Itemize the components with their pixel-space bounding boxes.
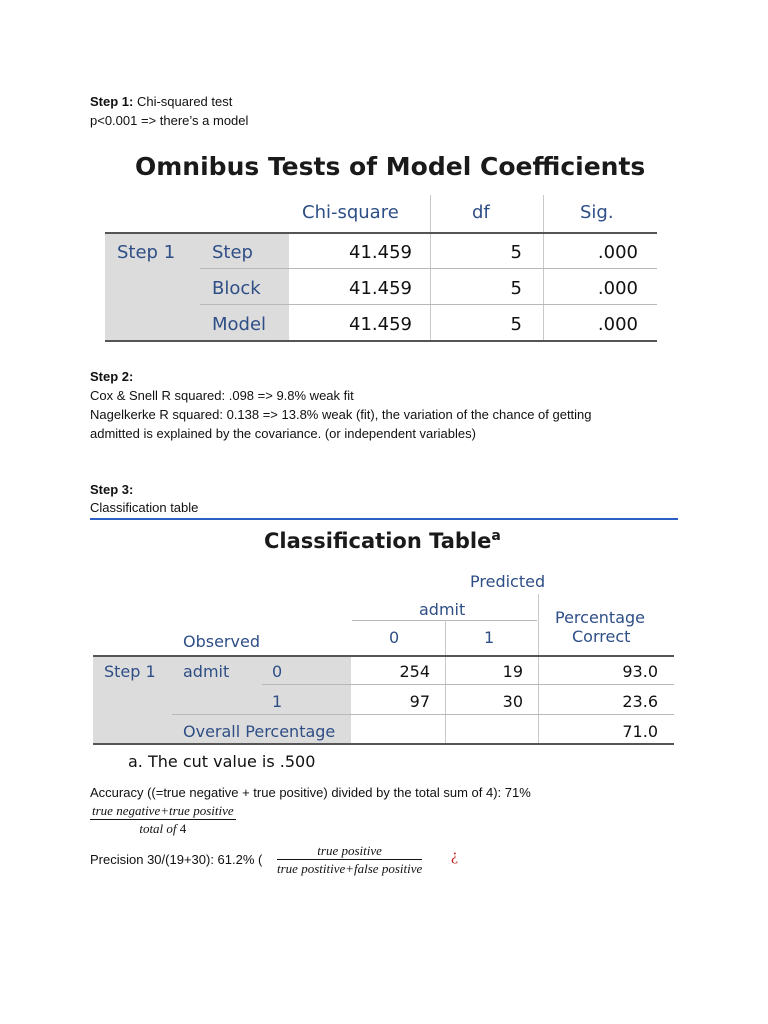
classification-row-label: 0 — [272, 661, 283, 681]
omnibus-df-value: 5 — [510, 277, 522, 299]
classification-row-label: 1 — [272, 691, 283, 711]
classification-row-rule — [262, 684, 674, 685]
classification-title — [264, 528, 501, 553]
section-rule — [90, 518, 678, 520]
classification-title-sup: a — [491, 528, 501, 544]
omnibus-header-chi: Chi-square — [302, 201, 399, 223]
omnibus-sig-value: .000 — [597, 277, 638, 299]
overall-percentage-value: 71.0 — [622, 721, 658, 741]
classification-pct-value: 93.0 — [622, 661, 658, 681]
step1-heading: Step 1: — [90, 94, 134, 109]
classification-group-label: Step 1 — [104, 661, 156, 681]
col0-header: 0 — [389, 627, 400, 647]
classification-c1-value: 30 — [502, 691, 523, 711]
classification-footnote: a. The cut value is .500 — [128, 751, 316, 771]
classification-header-rule — [93, 655, 674, 657]
omnibus-header-rule — [105, 232, 657, 234]
precision-formula — [277, 842, 422, 877]
step2-line1: Cox & Snell R squared: .098 => 9.8% weak fit — [90, 388, 354, 403]
step3-title: Classification table — [90, 500, 199, 515]
omnibus-row-rule — [200, 304, 657, 305]
classification-row-var: admit — [183, 661, 230, 681]
step3-heading — [90, 480, 133, 499]
pct-correct-header-line1: Percentage — [555, 607, 646, 627]
step1-line — [90, 92, 232, 111]
omnibus-header-df: df — [472, 201, 490, 223]
omnibus-group-label: Step 1 — [117, 241, 176, 263]
pct-correct-header-line2: Correct — [572, 626, 631, 646]
classification-c0-value: 254 — [399, 661, 430, 681]
omnibus-bottom-rule — [105, 340, 657, 342]
classification-pct-value: 23.6 — [622, 691, 658, 711]
accuracy-text: Accuracy ((=true negative + true positive) divided by the total sum of 4): 71% — [90, 785, 531, 800]
omnibus-df-value: 5 — [510, 313, 522, 335]
omnibus-chi-value: 41.459 — [349, 277, 412, 299]
step2-line2: Nagelkerke R squared: 0.138 => 13.8% weak (fit), the variation of the chance of getting — [90, 407, 592, 422]
omnibus-title: Omnibus Tests of Model Coefficients — [135, 152, 646, 181]
step1-title: Chi-squared test — [136, 94, 233, 109]
omnibus-df-value: 5 — [510, 241, 522, 263]
accuracy-formula — [90, 802, 236, 837]
classification-col-divider — [538, 594, 539, 744]
accuracy-numerator: true negative+true positive — [92, 803, 234, 818]
step2-heading — [90, 367, 133, 386]
accuracy-denominator-text: total of — [139, 821, 177, 836]
classification-title-text: Classification Table — [264, 529, 492, 553]
col1-header: 1 — [484, 627, 495, 647]
omnibus-row-label: Step — [212, 241, 253, 263]
omnibus-chi-value: 41.459 — [349, 241, 412, 263]
precision-denominator: true postitive+false positive — [277, 861, 423, 876]
classification-bottom-rule — [93, 743, 674, 745]
omnibus-sig-value: .000 — [597, 241, 638, 263]
step2-line3: admitted is explained by the covariance. (or independent variables) — [90, 426, 476, 441]
accuracy-denominator-value: 4 — [179, 821, 187, 836]
observed-header: Observed — [183, 631, 260, 651]
step2-heading-text: Step 2: — [90, 369, 134, 384]
omnibus-sig-value: .000 — [597, 313, 638, 335]
omnibus-chi-value: 41.459 — [349, 313, 412, 335]
precision-text: Precision 30/(19+30): 61.2% ( — [90, 852, 263, 867]
predicted-header: Predicted — [470, 571, 546, 591]
accuracy-denominator — [90, 820, 236, 837]
classification-col-divider — [445, 620, 446, 744]
classification-c0-value: 97 — [409, 691, 430, 711]
classification-row-rule — [172, 714, 674, 715]
omnibus-row-label: Model — [212, 313, 267, 335]
omnibus-header-sig: Sig. — [580, 201, 614, 223]
precision-trailing-glyph: ¿ — [451, 847, 459, 864]
overall-percentage-label: Overall Percentage — [183, 721, 336, 741]
omnibus-row-rule — [200, 268, 657, 269]
admit-header: admit — [419, 599, 466, 619]
step3-heading-text: Step 3: — [90, 482, 134, 497]
omnibus-row-label: Block — [212, 277, 261, 299]
precision-numerator: true positive — [277, 842, 422, 860]
step1-note: p<0.001 => there’s a model — [90, 113, 249, 128]
classification-c1-value: 19 — [502, 661, 523, 681]
